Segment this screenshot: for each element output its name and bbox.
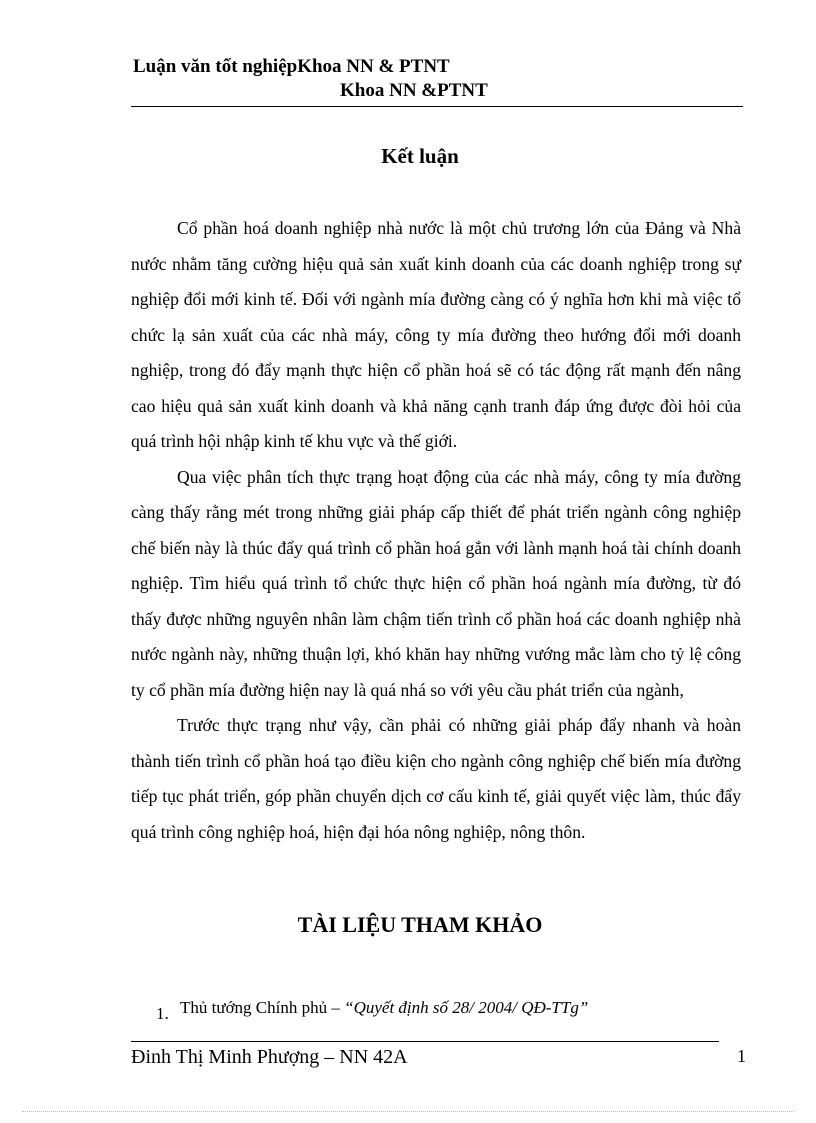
header-title-line-2: Khoa NN &PTNT xyxy=(340,80,488,101)
conclusion-paragraph-2: Qua việc phân tích thực trạng hoạt động của các nhà máy, công ty mía đường càng thấy rằng mét trong những giải pháp cấp thiết để phát triển ngành công nghiệp chế biến này là thúc đẩy quá trình cổ phần hoá gắn với lành mạnh hoá tài chính doanh nghiệp. Tìm hiểu quá trình tổ chức thực hiện cổ phần hoá ngành mía đường, từ đó thấy được những nguyên nhân làm chậm tiến trình cổ phần hoá các doanh nghiệp nhà nước ngành này, những thuận lợi, khó khăn hay những vướng mắc làm cho tỷ lệ công ty cổ phần mía đường hiện nay là quá nhá so với yêu cầu phát triển của ngành, xyxy=(131,466,741,700)
conclusion-heading: Kết luận xyxy=(381,144,459,168)
page-number: 1 xyxy=(737,1046,746,1066)
header-title-line-1: Luận văn tốt nghiệpKhoa NN & PTNT xyxy=(133,56,450,77)
references-heading: TÀI LIỆU THAM KHẢO xyxy=(297,912,543,937)
reference-item xyxy=(156,998,589,1023)
reference-title: “Quyết định số 28/ 2004/ QĐ-TTg” xyxy=(344,998,589,1017)
header-divider xyxy=(131,106,743,107)
reference-author: Thủ tướng Chính phủ – xyxy=(180,998,345,1017)
footer-divider xyxy=(131,1041,719,1042)
footer-author: Đinh Thị Minh Phượng – NN 42A xyxy=(131,1046,408,1068)
conclusion-paragraph-1: Cổ phần hoá doanh nghiệp nhà nước là một chủ trương lớn của Đảng và Nhà nước nhằm tăng cường hiệu quả sản xuất kinh doanh của các doanh nghiệp trong sự nghiệp đổi mới kinh tế. Đối với ngành mía đường càng có ý nghĩa hơn khi mà việc tổ chức lạ sản xuất của các nhà máy, công ty mía đường theo hướng đổi mới doanh nghiệp, trong đó đẩy mạnh thực hiện cổ phần hoá sẽ có tác động rất mạnh đến nâng cao hiệu quả sản xuất kinh doanh và khả năng cạnh tranh đáp ứng được đòi hỏi của quá trình hội nhập kinh tế khu vực và thế giới. xyxy=(131,218,741,451)
conclusion-paragraph-3: Trước thực trạng như vậy, cần phải có những giải pháp đẩy nhanh và hoàn thành tiến trình cổ phần hoá tạo điều kiện cho ngành công nghiệp chế biến mía đường tiếp tục phát triển, góp phần chuyển dịch cơ cấu kinh tế, giải quyết việc làm, thúc đẩy quá trình công nghiệp hoá, hiện đại hóa nông nghiệp, nông thôn. xyxy=(131,715,741,842)
conclusion-body xyxy=(131,211,741,850)
reference-number: 1. xyxy=(156,1004,169,1023)
page-bottom-edge xyxy=(22,1111,794,1112)
